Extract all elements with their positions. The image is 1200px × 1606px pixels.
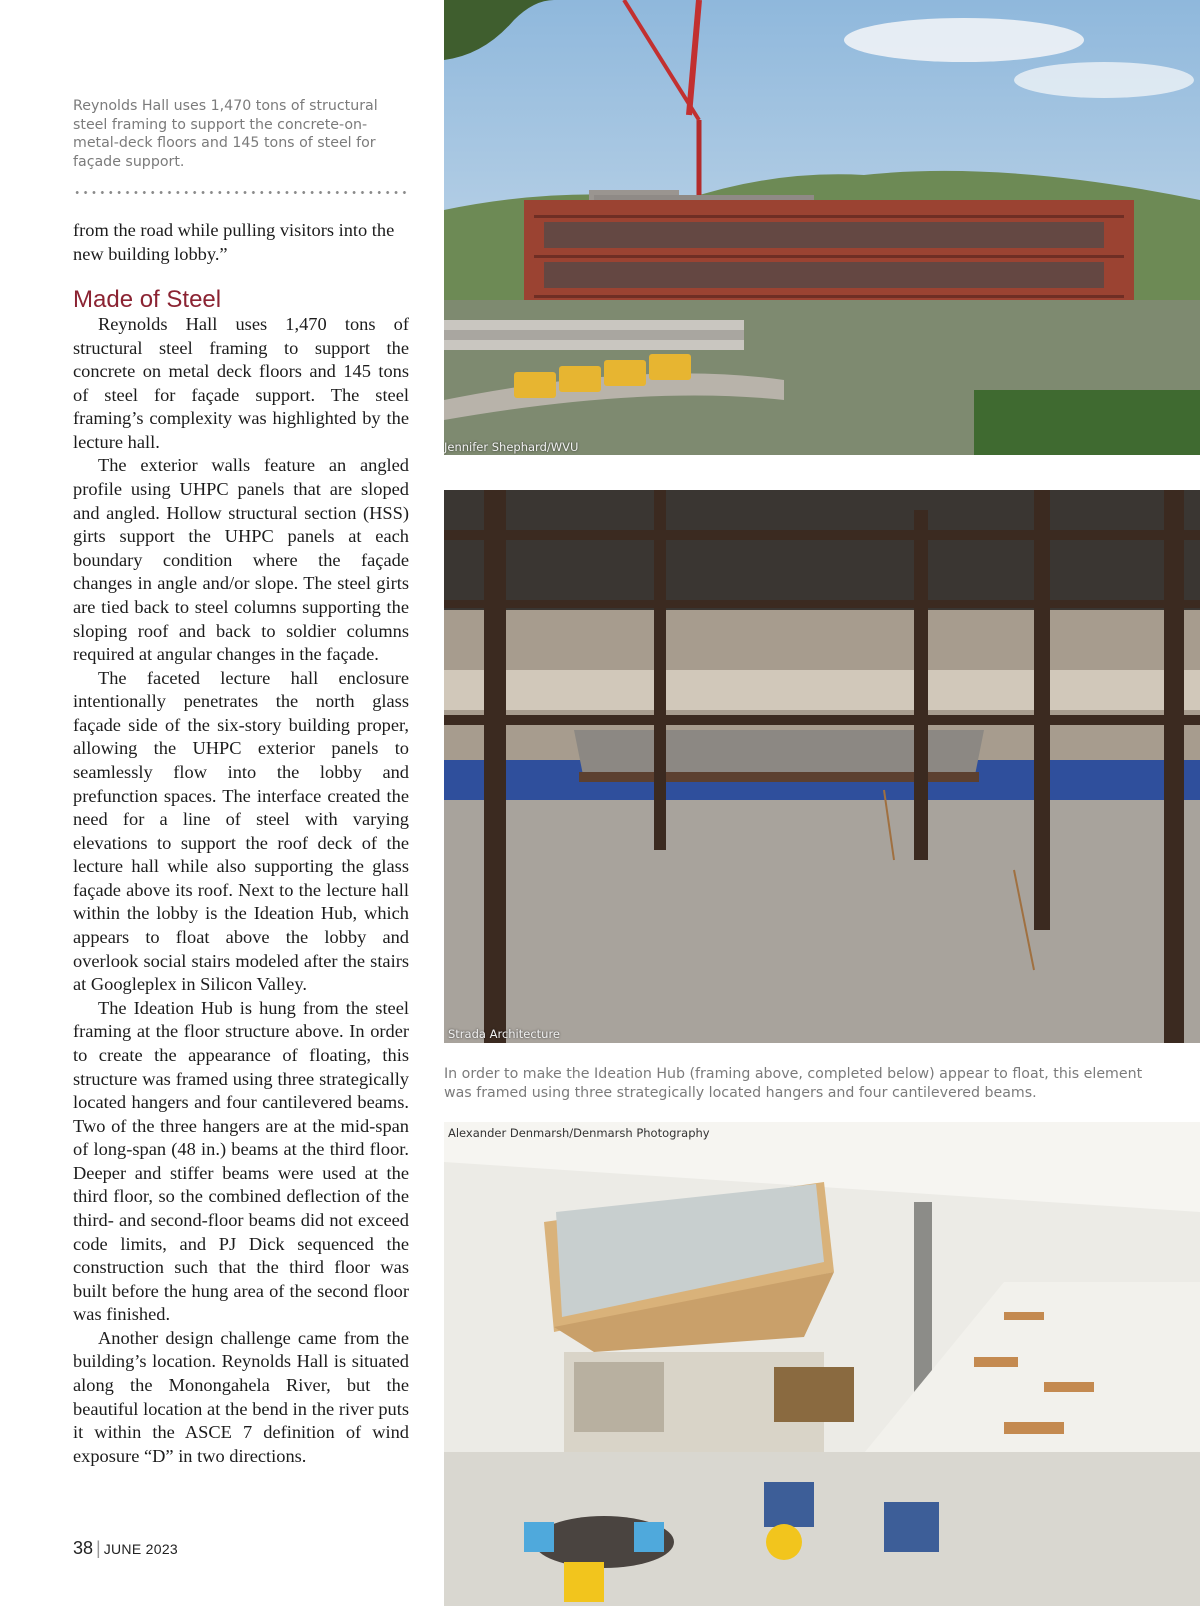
paragraph: The Ideation Hub is hung from the steel framing at the floor structure above. In order to create the appearance of floating, this structure was framed using three strategically located hangers and four cantilevered beams. Two of the three hangers are at the mid-span of long-span (48 in.) beams at the third floor. Deeper and stiffer beams were used at the third floor, so the combined deflection of the third- and second-floor beams did not exceed code limits, and PJ Dick sequenced the construction such that the third floor was built before the hung area of the second floor was finished. xyxy=(73,997,409,1325)
issue-date: JUNE 2023 xyxy=(103,1541,179,1557)
continued-text: from the road while pulling visitors into the new building lobby.” xyxy=(73,220,395,264)
photo-caption-mid: In order to make the Ideation Hub (framing above, completed below) appear to float, this element was framed using three strategically located hangers and four cantilevered beams. xyxy=(444,1066,1143,1101)
photo-steel-framing xyxy=(444,490,1200,1043)
paragraph: The exterior walls feature an angled profile using UHPC panels that are sloped and angled. Hollow structural section (HSS) girts support the UHPC panels at each boundary condition where the façade changes in angle and/or slope. The steel girts are tied back to steel columns supporting the sloping roof and back to soldier columns required at angular changes in the façade. xyxy=(73,455,409,665)
photo-credit: Alexander Denmarsh/Denmarsh Photography xyxy=(448,1126,710,1140)
photo-credit: Jennifer Shephard/WVU xyxy=(444,440,579,454)
footer-separator: | xyxy=(96,1538,101,1558)
paragraph: Reynolds Hall uses 1,470 tons of structural steel framing to support the concrete on metal deck floors and 145 tons of steel for façade support. The steel framing’s complexity was highlighted by the lecture hall. xyxy=(73,314,409,452)
page-number: 38 xyxy=(73,1538,94,1558)
photo-exterior-construction xyxy=(444,0,1200,455)
article-body xyxy=(73,313,409,1468)
photo-completed-lobby xyxy=(444,1122,1200,1606)
paragraph: Another design challenge came from the building’s location. Reynolds Hall is situated along the Monongahela River, but the beautiful location at the bend in the river puts it within the ASCE 7 definition of wind exposure “D” in two directions. xyxy=(73,1327,409,1466)
photo-credit: Strada Architecture xyxy=(448,1027,560,1041)
photo-caption-top: Reynolds Hall uses 1,470 tons of structural steel framing to support the concrete-on-metal-deck floors and 145 tons of steel for façade support. xyxy=(73,98,378,170)
page-footer xyxy=(73,1538,178,1559)
paragraph: The faceted lecture hall enclosure intentionally penetrates the north glass façade side of the six-story building proper, allowing the UHPC exterior panels to seamlessly flow into the lobby and prefunction spaces. The interface created the need for a line of steel with varying elevations to support the roof deck of the lecture hall while also supporting the glass façade above its roof. Next to the lecture hall within the lobby is the Ideation Hub, which appears to float above the lobby and overlook social stairs modeled after the stairs at Googleplex in Silicon Valley. xyxy=(73,667,409,995)
dotted-divider xyxy=(73,190,409,195)
section-heading: Made of Steel xyxy=(73,286,222,313)
